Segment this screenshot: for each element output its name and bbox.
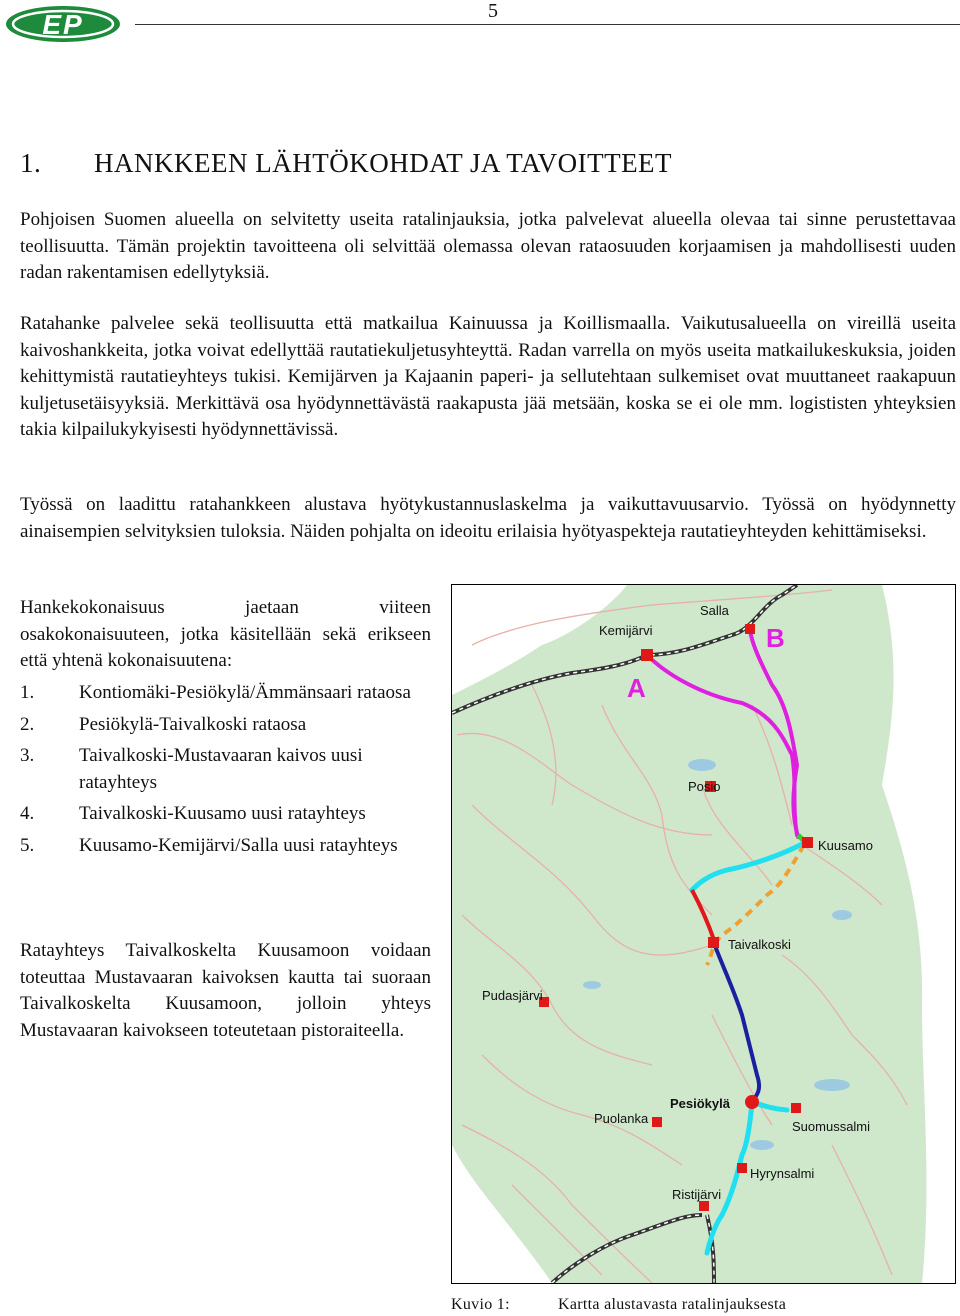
figure-caption-label: Kuvio 1: <box>451 1296 510 1313</box>
header-rule <box>135 24 960 25</box>
subproject-list <box>20 680 431 864</box>
svg-text:EP: EP <box>42 9 84 40</box>
ep-logo <box>4 4 122 44</box>
paragraph-2: Ratahanke palvelee sekä teollisuutta että matkailua Kainuussa ja Koillismaalla. Vaikutusalueella on vireillä useita kaivoshankkeita, jotka voivat edellyttää rautatiekuljetusyhteyttä. Radan varrella on myös useita matkailukeskuksia, joiden kehittymistä rautatieyhteys tukisi. Kemijärven ja Kajaanin paperi- ja sellutehtaan sulkemiset ovat muuttaneet raakapuun kuljetusetäisyyksiä. Merkittävä osa hyödynnettävästä raakapusta jää metsään, koska se ei ole mm. logististen yhteyksien takia kilpailukykyisesti hyödynnettävissä. <box>20 313 956 440</box>
lake <box>832 910 852 920</box>
lake <box>750 1140 774 1150</box>
paragraph-1: Pohjoisen Suomen alueella on selvitetty useita ratalinjauksia, jotka palvelevat alueella olevaa tai sinne perustettavaa teollisuutta. Tämän projektin tavoitteena oli selvittää olemassa olevan rataosuuden korjaamisen ja mahdollisesti uuden radan rakentamisen edellytyksiä. <box>20 209 956 283</box>
label-pesiokyla: Pesiökylä <box>670 1096 730 1111</box>
section-heading <box>20 148 672 179</box>
left-outro: Ratayhteys Taivalkoskelta Kuusamoon voidaan toteuttaa Mustavaaran kaivoksen kautta tai suoraan Taivalkoskelta Kuusamoon, jolloin yhteys Mustavaaran kaivokseen toteutetaan pistoraiteella. <box>20 940 431 1041</box>
section-number: 1. <box>20 148 42 178</box>
label-posio: Posio <box>688 779 721 794</box>
lake <box>583 981 601 989</box>
figure-caption-text: Kartta alustavasta ratalinjauksesta <box>558 1296 787 1313</box>
marker-salla <box>745 624 755 634</box>
label-hyrynsalmi: Hyrynsalmi <box>750 1166 815 1181</box>
marker-puolanka <box>652 1117 662 1127</box>
lake <box>688 759 716 771</box>
page-number: 5 <box>488 0 498 22</box>
left-intro: Hankekokonaisuus jaetaan viiteen osakokonaisuuteen, jotka käsitellään sekä erikseen että yhtenä kokonaisuutena: <box>20 597 431 671</box>
lake <box>814 1079 850 1091</box>
marker-kuusamo <box>802 837 813 848</box>
label-kuusamo: Kuusamo <box>818 838 873 853</box>
label-taivalkoski: Taivalkoski <box>728 937 791 952</box>
route-label-a: A <box>627 673 646 703</box>
label-puolanka: Puolanka <box>594 1111 649 1126</box>
list-item: 1. Kontiomäki-Pesiökylä/Ämmänsaari rataosa <box>20 682 411 703</box>
route-label-b: B <box>766 623 785 653</box>
label-salla: Salla <box>700 603 729 618</box>
map-canvas <box>452 585 955 1283</box>
label-kemijarvi: Kemijärvi <box>599 623 653 638</box>
section-title: HANKKEEN LÄHTÖKOHDAT JA TAVOITTEET <box>94 148 673 178</box>
railway-map <box>451 584 956 1284</box>
label-suomussalmi: Suomussalmi <box>792 1119 871 1134</box>
paragraph-3: Työssä on laadittu ratahankkeen alustava hyötykustannuslaskelma ja vaikuttavuusarvio. Työssä on hyödynnetty ainaisempien selvityksien tuloksia. Näiden pohjalta on ideoitu erilaisia hyötyaspekteja rautatieyhteyden kehittämiseksi. <box>20 494 956 542</box>
marker-hyrynsalmi <box>737 1163 747 1173</box>
marker-ristijarvi <box>699 1201 709 1211</box>
label-ristijarvi: Ristijärvi <box>672 1187 722 1202</box>
marker-pesiokyla <box>745 1095 759 1109</box>
marker-taivalkoski <box>708 937 719 948</box>
list-item: 5. Kuusamo-Kemijärvi/Salla uusi ratayhteys <box>20 834 398 856</box>
list-item: 4. Taivalkoski-Kuusamo uusi ratayhteys <box>20 803 366 824</box>
marker-kemijarvi <box>641 649 653 661</box>
list-item: 2. Pesiökylä-Taivalkoski rataosa <box>20 713 307 735</box>
label-pudasjarvi: Pudasjärvi <box>482 988 543 1003</box>
list-item: 3. Taivalkoski-Mustavaaran kaivos uusi ratayhteys <box>20 745 363 793</box>
marker-suomussalmi <box>791 1103 801 1113</box>
